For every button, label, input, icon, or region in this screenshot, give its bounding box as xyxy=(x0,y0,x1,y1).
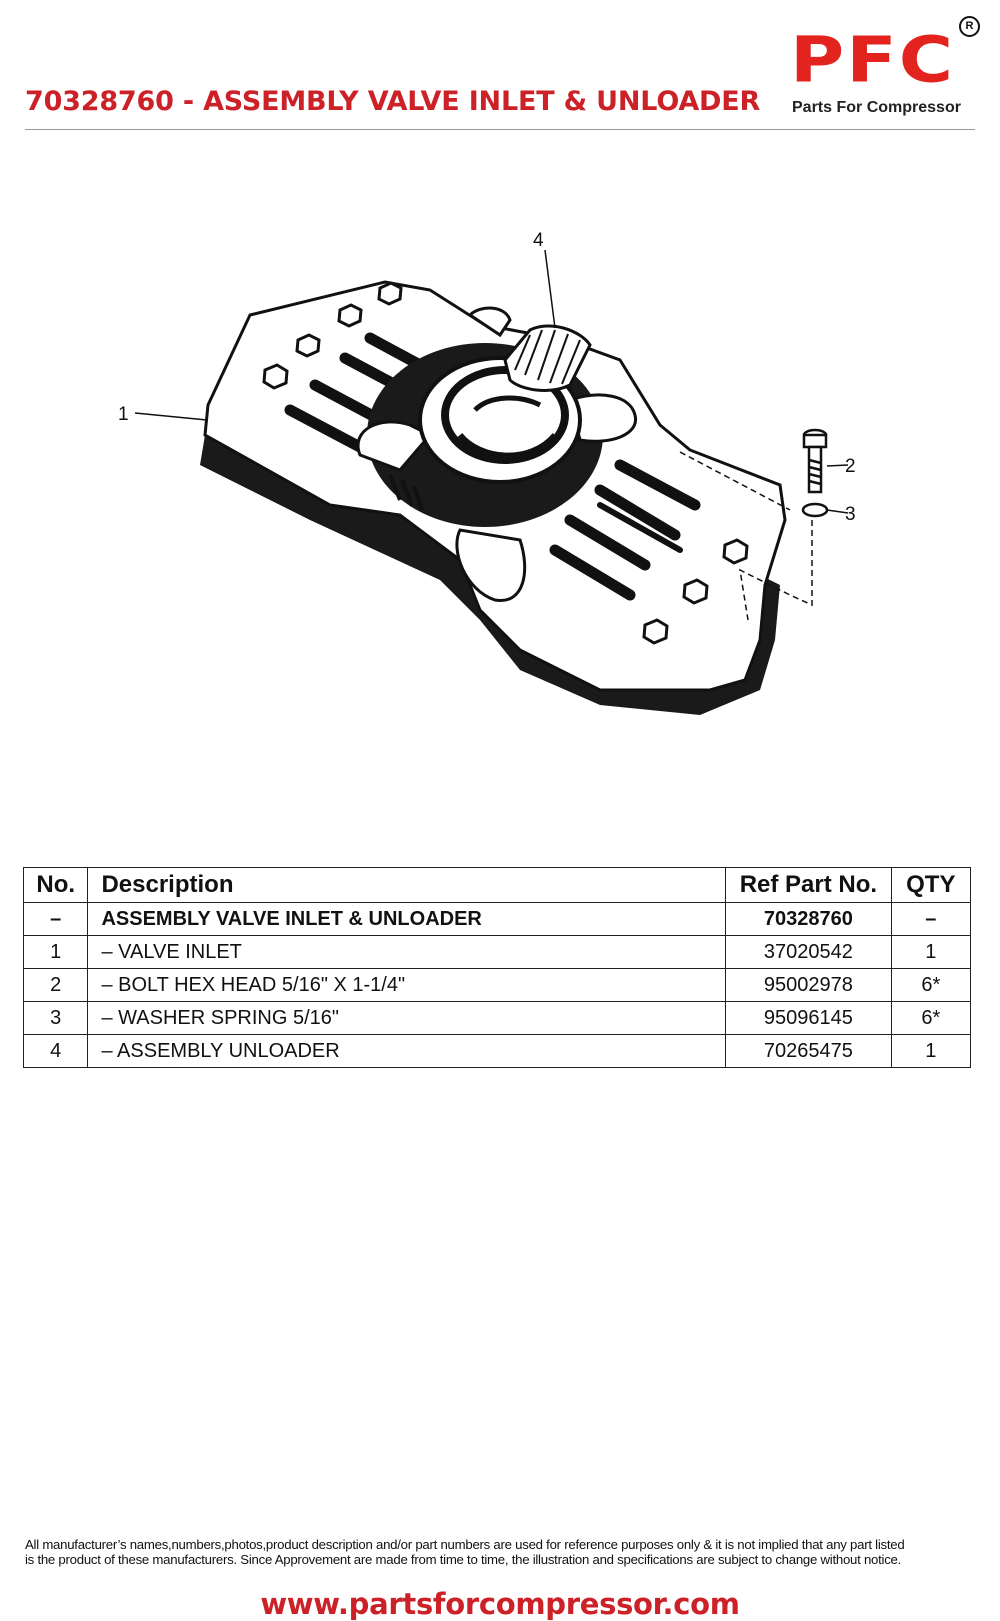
callout-3: 3 xyxy=(845,504,856,525)
exploded-assembly-diagram xyxy=(100,220,920,760)
table-row xyxy=(24,1035,971,1068)
parts-table xyxy=(23,867,971,1068)
cell-no: 3 xyxy=(24,1002,88,1035)
cell-description: – BOLT HEX HEAD 5/16" X 1-1/4" xyxy=(88,969,726,1002)
cell-description: – ASSEMBLY UNLOADER xyxy=(88,1035,726,1068)
disclaimer-line-1: All manufacturer’s names,numbers,photos,product description and/or part numbers are used for reference purposes only & it is not implied that any part listed xyxy=(25,1537,905,1552)
header-ref-part-no: Ref Part No. xyxy=(726,868,891,903)
disclaimer-line-2: is the product of these manufacturers. Since Approvement are made from time to time, the illustration and specifications are subject to change without notice. xyxy=(25,1552,902,1567)
bolt-and-washer xyxy=(803,430,827,516)
header-no: No. xyxy=(24,868,88,903)
header-description: Description xyxy=(88,868,726,903)
pfc-logo[interactable] xyxy=(790,16,980,121)
cell-description: – VALVE INLET xyxy=(88,936,726,969)
callout-1: 1 xyxy=(118,404,129,425)
table-row xyxy=(24,936,971,969)
table-row xyxy=(24,903,971,936)
logo-tagline: Parts For Compressor xyxy=(792,99,961,116)
table-row xyxy=(24,969,971,1002)
cell-description: ASSEMBLY VALVE INLET & UNLOADER xyxy=(88,903,726,936)
cell-qty: 6* xyxy=(891,969,970,1002)
header-divider xyxy=(25,129,975,130)
cell-qty: 6* xyxy=(891,1002,970,1035)
cell-ref-part-no[interactable]: 70265475 xyxy=(726,1035,891,1068)
header-qty: QTY xyxy=(891,868,970,903)
table-row xyxy=(24,1002,971,1035)
cell-description: – WASHER SPRING 5/16" xyxy=(88,1002,726,1035)
cell-no: 4 xyxy=(24,1035,88,1068)
cell-ref-part-no[interactable]: 37020542 xyxy=(726,936,891,969)
cell-no: – xyxy=(24,903,88,936)
cell-ref-part-no[interactable]: 95096145 xyxy=(726,1002,891,1035)
logo-mark: PFC xyxy=(790,22,956,97)
cell-qty: 1 xyxy=(891,1035,970,1068)
cell-qty: – xyxy=(891,903,970,936)
website-link[interactable]: www.partsforcompressor.com xyxy=(260,1587,740,1621)
cell-no: 2 xyxy=(24,969,88,1002)
callout-4: 4 xyxy=(533,230,544,251)
table-header-row xyxy=(24,868,971,903)
cell-ref-part-no[interactable]: 95002978 xyxy=(726,969,891,1002)
cell-qty: 1 xyxy=(891,936,970,969)
callout-2: 2 xyxy=(845,456,856,477)
cell-no: 1 xyxy=(24,936,88,969)
cell-ref-part-no[interactable]: 70328760 xyxy=(726,903,891,936)
disclaimer xyxy=(25,1537,980,1567)
page-title: 70328760 - ASSEMBLY VALVE INLET & UNLOADER xyxy=(25,86,761,117)
registered-mark: R xyxy=(959,16,980,37)
